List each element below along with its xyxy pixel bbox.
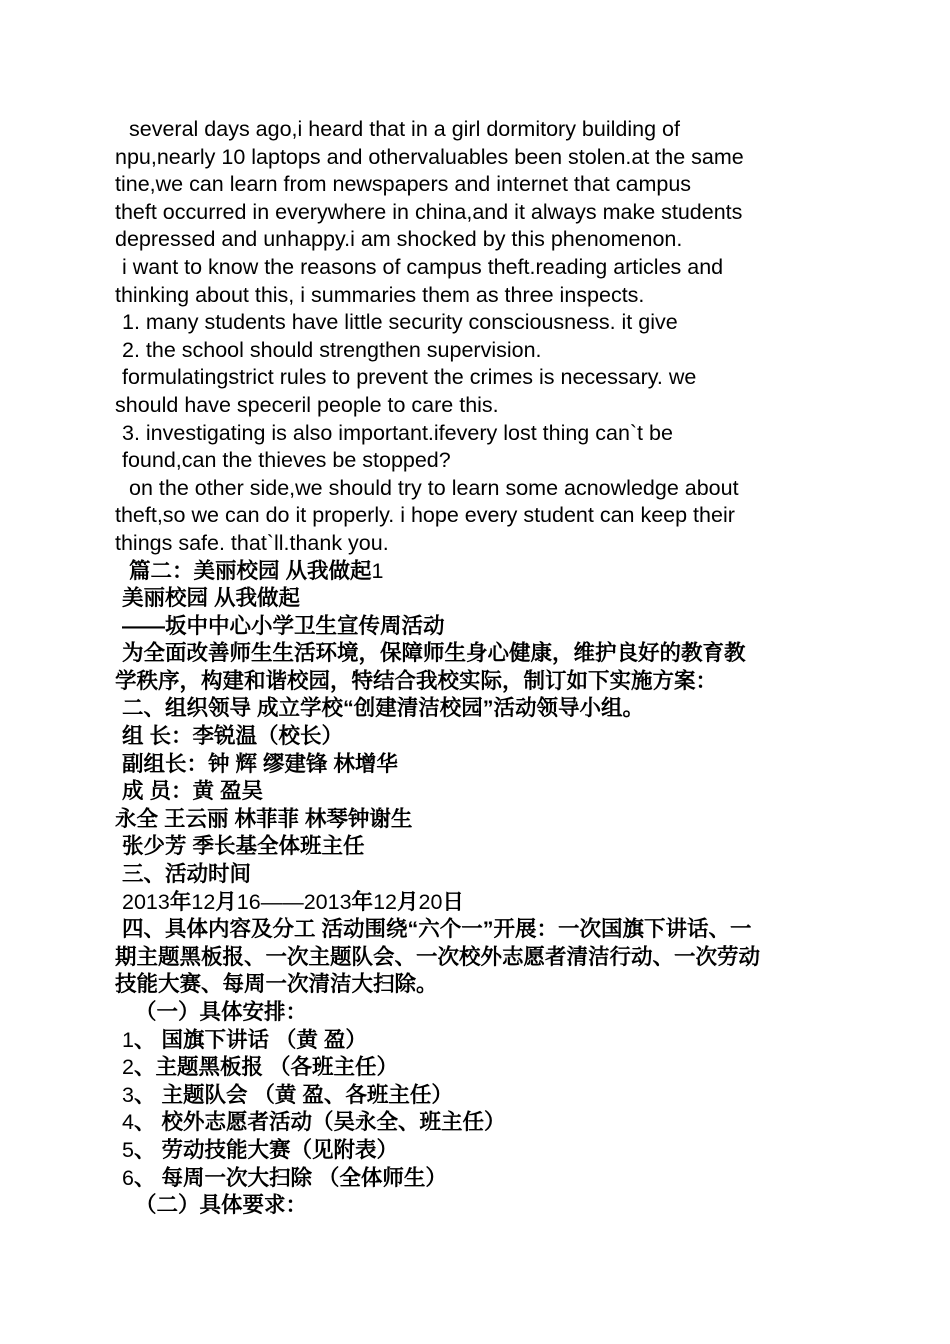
document-page xyxy=(115,116,835,1220)
arrangement-item: 3、 主题队会 （黄 盈、各班主任） xyxy=(122,1082,453,1107)
members-line: 成 员：黄 盈吴 xyxy=(122,779,263,804)
essay-line: found,can the thieves be stopped? xyxy=(122,448,451,473)
arrangement-heading: （一）具体安排： xyxy=(135,1000,308,1024)
section-heading-content: 四、具体内容及分工 活动围绕“六个一”开展：一次国旗下讲话、一 xyxy=(122,917,752,942)
content-line: 技能大赛、每周一次清洁大扫除。 xyxy=(115,972,438,997)
content-line: 期主题黑板报、一次主题队会、一次校外志愿者清洁行动、一次劳动 xyxy=(115,944,761,969)
essay-line: things safe. that`ll.thank you. xyxy=(115,530,389,555)
arrangement-item: 6、 每周一次大扫除 （全体师生） xyxy=(122,1165,447,1190)
essay-line: i want to know the reasons of campus theft.reading articles and xyxy=(122,254,724,279)
arrangement-item: 4、 校外志愿者活动（吴永全、班主任） xyxy=(122,1110,506,1135)
activity-date: 2013年12月16——2013年12月20日 xyxy=(122,889,464,914)
leader-line: 组 长：李锐温（校长） xyxy=(122,724,343,749)
section-heading-time: 三、活动时间 xyxy=(122,862,252,887)
essay-list-item: 3. investigating is also important.ifevery lost thing can`t be xyxy=(122,420,673,445)
members-line: 永全 王云丽 林菲菲 林琴钟谢生 xyxy=(115,806,413,831)
essay-line: theft,so we can do it properly. i hope every student can keep their xyxy=(115,503,735,528)
essay-line: npu,nearly 10 laptops and othervaluables been stolen.at the same xyxy=(115,144,744,169)
essay-line: several days ago,i heard that in a girl dormitory building of xyxy=(129,117,680,141)
chapter-heading: 篇二：美丽校园 从我做起1 xyxy=(129,558,384,583)
arrangement-item: 2、主题黑板报 （各班主任） xyxy=(122,1055,398,1080)
intro-line: 为全面改善师生生活环境，保障师生身心健康，维护良好的教育教 xyxy=(122,641,746,666)
essay-list-item: 1. many students have little security consciousness. it give xyxy=(122,310,678,335)
essay-line: should have speceril people to care this. xyxy=(115,392,499,417)
arrangement-item: 5、 劳动技能大赛（见附表） xyxy=(122,1137,398,1162)
essay-line: tine,we can learn from newspapers and internet that campus xyxy=(115,172,692,197)
arrangement-item: 1、 国旗下讲话 （黄 盈） xyxy=(122,1027,367,1052)
essay-line: depressed and unhappy.i am shocked by this phenomenon. xyxy=(115,227,683,252)
document-subtitle: ——坂中中心小学卫生宣传周活动 xyxy=(122,613,445,638)
essay-line: on the other side,we should try to learn some acnowledge about xyxy=(129,475,739,500)
deputy-line: 副组长：钟 辉 缪建锋 林增华 xyxy=(122,751,398,776)
essay-line: theft occurred in everywhere in china,and it always make students xyxy=(115,199,743,224)
members-line: 张少芳 季长基全体班主任 xyxy=(122,834,365,859)
essay-line: formulatingstrict rules to prevent the crimes is necessary. we xyxy=(122,365,697,390)
requirements-heading: （二）具体要求： xyxy=(135,1193,308,1218)
section-heading-organization: 二、组织领导 成立学校“创建清洁校园”活动领导小组。 xyxy=(122,696,644,721)
essay-list-item: 2. the school should strengthen supervision. xyxy=(122,337,542,362)
intro-line: 学秩序，构建和谐校园，特结合我校实际，制订如下实施方案： xyxy=(115,668,718,693)
document-title: 美丽校园 从我做起 xyxy=(122,586,300,611)
essay-line: thinking about this, i summaries them as three inspects. xyxy=(115,282,645,307)
